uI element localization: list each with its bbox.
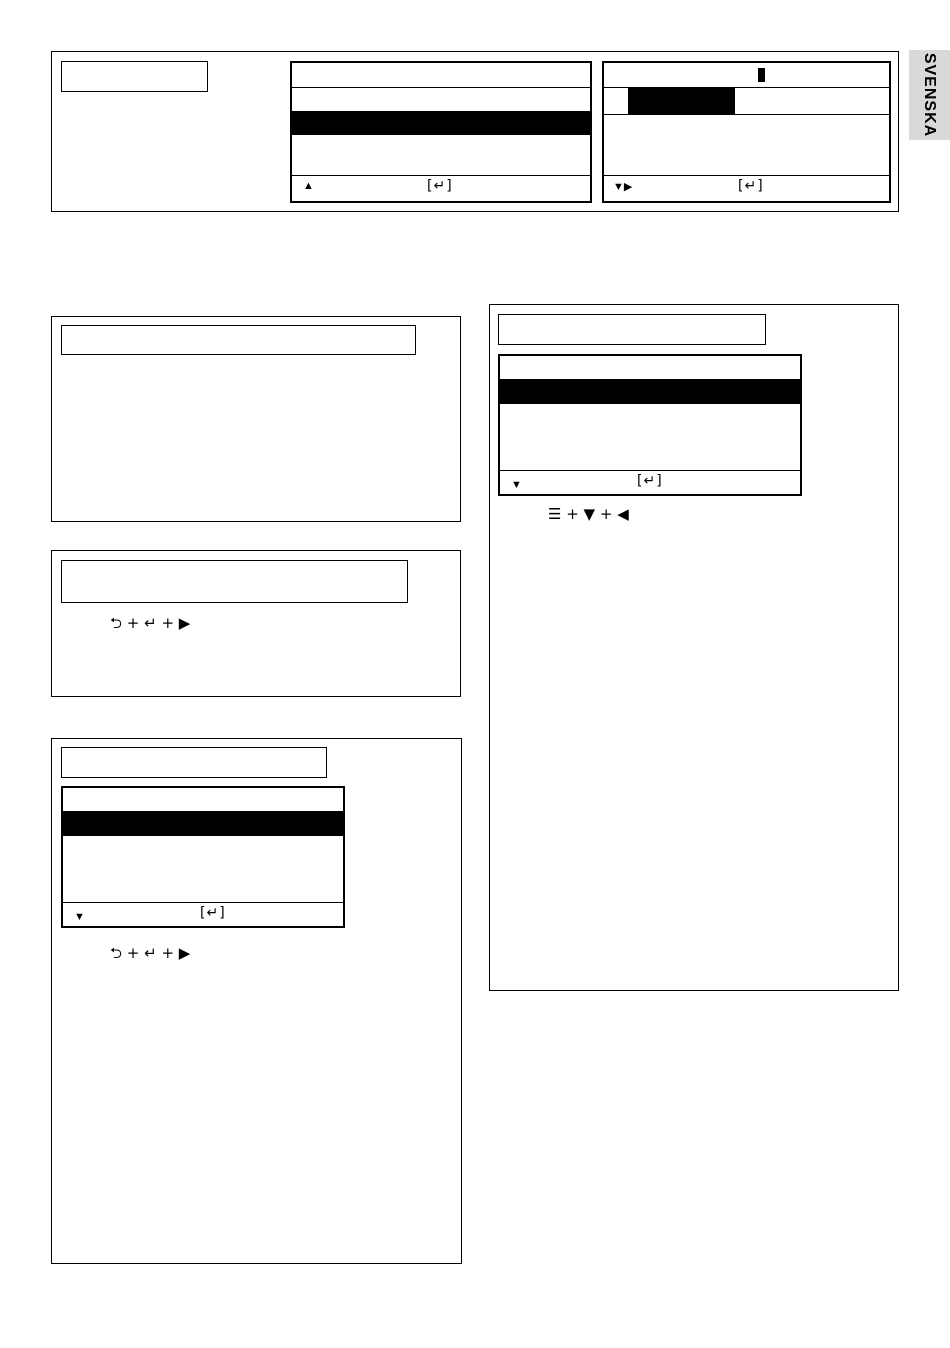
left-panel-2-title-box (61, 560, 408, 603)
lcd-1-highlighted-row (292, 111, 590, 135)
up-arrow-icon: ▲ (303, 180, 314, 192)
left-panel-3 (51, 738, 462, 1264)
key-combination-back-enter-right: ⮌ + ↵ + ▶ (110, 944, 191, 962)
enter-icon: [↵] (427, 178, 453, 194)
down-arrow-icon: ▼ (74, 911, 85, 923)
down-right-arrows-icon: ▼▶ (613, 181, 633, 193)
lcd-4-highlighted-row (500, 380, 800, 404)
language-tab-label: SVENSKA (921, 52, 939, 138)
lcd-3-highlighted-row (63, 812, 343, 836)
top-panel (51, 51, 899, 212)
key-combination-back-enter-right: ⮌ + ↵ + ▶ (110, 614, 191, 632)
language-tab (909, 50, 950, 140)
lcd-2-highlighted-field (628, 88, 735, 114)
left-panel-1 (51, 316, 461, 522)
cursor-block (758, 68, 765, 82)
lcd-screen-3 (61, 786, 345, 928)
enter-icon: [↵] (738, 178, 764, 194)
left-panel-1-title-box (61, 325, 416, 355)
key-combination-menu-down-left: ☰ + ▼ + ◀ (548, 505, 629, 523)
left-panel-2 (51, 550, 461, 697)
enter-icon: [↵] (637, 473, 663, 489)
down-arrow-icon: ▼ (511, 479, 522, 491)
lcd-screen-2 (602, 61, 891, 203)
lcd-screen-4 (498, 354, 802, 496)
right-panel (489, 304, 899, 991)
left-panel-3-title-box (61, 747, 327, 778)
lcd-screen-1 (290, 61, 592, 203)
top-panel-title-box (61, 61, 208, 92)
enter-icon: [↵] (200, 905, 226, 921)
right-panel-title-box (498, 314, 766, 345)
